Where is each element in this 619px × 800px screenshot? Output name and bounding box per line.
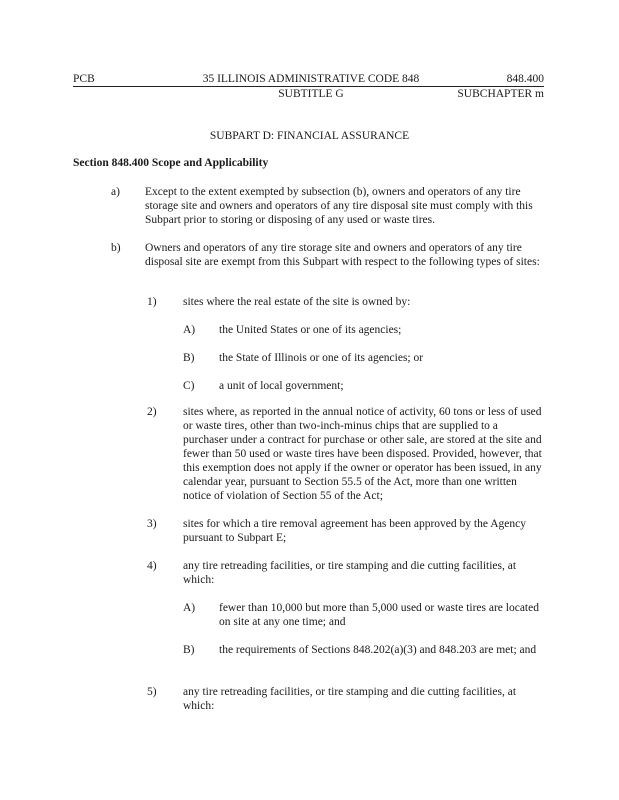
- item-b3-text: sites for which a tire removal agreement has been approved by the Agency pursuant to Subpart E;: [183, 518, 526, 544]
- header-subchapter: SUBCHAPTER m: [457, 88, 544, 100]
- item-b1-text: sites where the real estate of the site is owned by:: [183, 296, 411, 308]
- header-subtitle: SUBTITLE G: [278, 88, 344, 100]
- section-title: Section 848.400 Scope and Applicability: [73, 157, 269, 169]
- item-b5-text: any tire retreading facilities, or tire stamping and die cutting facilities, at which:: [183, 686, 517, 712]
- item-b1C-text: a unit of local government;: [219, 380, 344, 392]
- item-b5-label: 5): [147, 686, 157, 698]
- item-b4A-text: fewer than 10,000 but more than 5,000 used or waste tires are located on site at any one time; and: [219, 602, 539, 628]
- item-b4-text: any tire retreading facilities, or tire stamping and die cutting facilities, at which:: [183, 560, 517, 586]
- header-code-title: 35 ILLINOIS ADMINISTRATIVE CODE 848: [202, 73, 420, 85]
- subpart-title: SUBPART D: FINANCIAL ASSURANCE: [209, 130, 410, 142]
- item-b4B-text: the requirements of Sections 848.202(a)(3) and 848.203 are met; and: [219, 644, 537, 656]
- item-b1A-text: the United States or one of its agencies;: [219, 324, 402, 336]
- item-b1-label: 1): [147, 296, 157, 308]
- header-rule: [73, 86, 544, 87]
- item-b3-label: 3): [147, 518, 157, 530]
- item-b1A-label: A): [183, 324, 196, 336]
- item-b2-label: 2): [147, 406, 157, 418]
- item-b-text: Owners and operators of any tire storage site and owners and operators of any tire disposal site are exempt from this Subpart with respect to the following types of sites:: [145, 242, 540, 268]
- item-b1B-text: the State of Illinois or one of its agencies; or: [219, 352, 424, 364]
- item-b4-label: 4): [147, 560, 157, 572]
- header-left: PCB: [73, 73, 95, 85]
- item-b1B-label: B): [183, 352, 195, 364]
- item-a-text: Except to the extent exempted by subsection (b), owners and operators of any tire storage site and owners and operators of any tire disposal site must comply with this Subpart prior to storing or disposing of any used or waste tires.: [145, 186, 533, 226]
- item-b1C-label: C): [183, 380, 195, 392]
- item-b-label: b): [111, 242, 121, 254]
- header-section-number: 848.400: [506, 73, 544, 85]
- item-b4B-label: B): [183, 644, 195, 656]
- item-b2-text: sites where, as reported in the annual notice of activity, 60 tons or less of used or waste tires, other than two-inch-minus chips that are supplied to a purchaser under a contract for purchase or other sale, are stored at the site and fewer than 50 used or waste tires have been disposed. Provided, however, that this exemption does not apply if the owner or operator has been issued, in any calendar year, pursuant to Section 55.5 of the Act, more than one written notice of violation of Section 55 of the Act;: [183, 406, 542, 502]
- item-a-label: a): [111, 186, 120, 198]
- item-b4A-label: A): [183, 602, 196, 614]
